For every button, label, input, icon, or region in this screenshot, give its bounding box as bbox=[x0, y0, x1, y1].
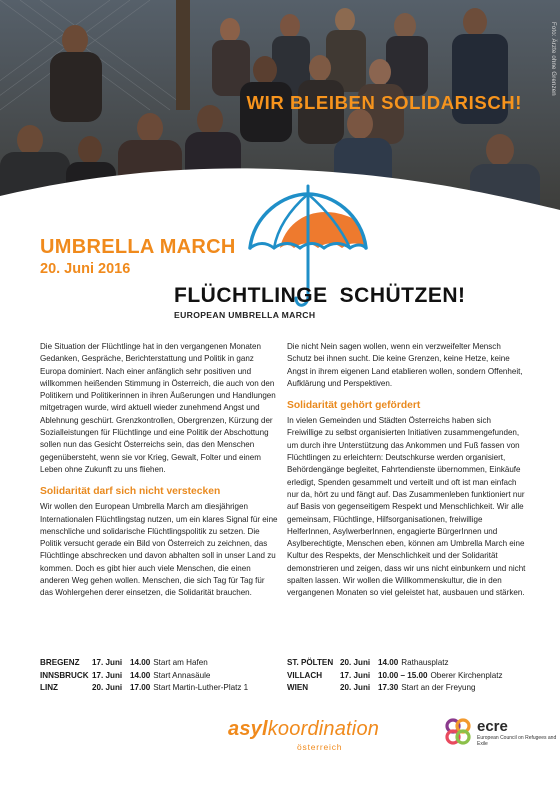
schedule-city: WIEN bbox=[287, 683, 309, 693]
schedule-place: Start Martin-Luther-Platz 1 bbox=[153, 683, 249, 693]
schedule-city: LINZ bbox=[40, 683, 58, 693]
asyl-logo-bold: asyl bbox=[228, 718, 268, 740]
schedule-place: Rathausplatz bbox=[401, 658, 449, 667]
schedule-row bbox=[287, 670, 503, 683]
schedule-time: 17.00 bbox=[130, 683, 151, 693]
right-column bbox=[287, 341, 527, 600]
schedule-time: 17.30 bbox=[378, 683, 399, 693]
schedule-time: 14.00 bbox=[130, 658, 151, 667]
main-headline bbox=[174, 284, 465, 308]
asyl-logo-rest: koordination bbox=[267, 718, 380, 740]
schedule-city: ST. PÖLTEN bbox=[287, 658, 334, 667]
schedule-time: 14.00 bbox=[378, 658, 399, 667]
ecre-logo-subtitle: European Council on Refugees and Exile bbox=[477, 735, 557, 747]
schedule-place: Start am Hafen bbox=[153, 658, 208, 667]
event-date: 20. Juni 2016 bbox=[40, 261, 131, 277]
schedule-row bbox=[40, 657, 248, 670]
schedule-time: 14.00 bbox=[130, 670, 151, 680]
section-paragraph-gefoerdert: In vielen Gemeinden und Städten Österreichs haben sich Freiwillige zu selbst organisierten Initiativen zusammengefunden, um durch ihre Unterstützung das Ankommen und Fuß fassen von Flüchtlingen zu erleichtern: Deutschkurse werden organisiert, Behördengänge begleitet, Fahrtendienste übernommen, Einkäufe erledigt, Spenden gesammelt und verteilt und oft ist man einfach nur da, hört zu und fängt auf. Das Zusammenleben funktioniert nur auf Basis von gegenseitigem Respekt und Menschlichkeit. Wir alle gemeinsam, Flüchtlinge, Hilfsorganisationen, freiwillige HelferInnen, AsylwerberInnen, engagierte BürgerInnen und Asylberechtigte, Menschen eben, können am Umbrella March eine Kultur des Respekts, der Menschlichkeit und der Solidarität demonstrieren und zeigen, dass wir uns nicht einbunkern und nicht spalten lassen. Wir wollen die Willkommenskultur, die in den vergangenen Monaten so viel geleistet hat, ausbauen und stärken. bbox=[287, 416, 526, 598]
schedule-date: 17. Juni bbox=[92, 658, 123, 667]
headline-subtitle: EUROPEAN UMBRELLA MARCH bbox=[174, 310, 316, 320]
asyl-logo-subtitle: österreich bbox=[297, 742, 343, 752]
schedule-city: BREGENZ bbox=[40, 658, 80, 667]
schedule-date: 17. Juni bbox=[92, 670, 123, 680]
schedule-date: 17. Juni bbox=[340, 670, 371, 680]
section-heading-verstecken: Solidarität darf sich nicht verstecken bbox=[40, 486, 221, 498]
ecre-logo-icon bbox=[442, 716, 474, 748]
schedule-row bbox=[287, 657, 503, 670]
event-title: UMBRELLA MARCH bbox=[40, 236, 236, 258]
section-heading-gefoerdert: Solidarität gehört gefördert bbox=[287, 400, 421, 412]
section-paragraph-verstecken: Wir wollen den European Umbrella March am diesjährigen Internationalen Flüchtlingstag nutzen, um ein klares Signal für eine menschliche und solidarische Flüchtlingspolitik zu setzen. Die Politik versucht gerade ein Bild von Österreich zu zeichnen, das Flüchtlinge abschrecken und davon abhalten soll in unser Land zu kommen. Doch es gibt hier auch viele Menschen, die einen anderen Weg gehen wollen. Menschen, die sich Tag für Tag für das Wohlergehen derer einsetzen, die Solidarität brauchen. bbox=[40, 502, 278, 598]
ecre-logo-name: ecre bbox=[477, 718, 508, 735]
schedule-right bbox=[287, 657, 503, 695]
schedule-time: 10.00 – 15.00 bbox=[378, 670, 428, 680]
slogan: WIR BLEIBEN SOLIDARISCH! bbox=[246, 92, 522, 113]
schedule-place: Oberer Kirchenplatz bbox=[430, 670, 503, 680]
intro-paragraph: Die Situation der Flüchtlinge hat in den vergangenen Monaten Gedanken, Gespräche, Berichterstattung und Politik in ganz Europa dominiert. Nach einer anfänglich sehr positiven und willkommen heißenden Stimmung in Österreich, die auch von den Politikern und Politikerinnen in ihren Äußerungen und Handlungen mitgetragen wurde, wird aktuell wieder zunehmend Angst und Ablehnung geschürt. Grenzkontrollen, Obergrenzen, Kürzung der Sozialleistungen für Flüchtlinge und eine Politik der Abschottung sollen nun das Gesicht Österreichs sein, das den Menschen gegenübersteht, wenn sie vor Krieg, Gewalt, Folter und einem Leben ohne Zukunft zu uns fliehen. bbox=[40, 342, 276, 474]
left-column bbox=[40, 341, 278, 600]
schedule-row bbox=[40, 670, 248, 683]
schedule-date: 20. Juni bbox=[340, 658, 371, 667]
schedule-date: 20. Juni bbox=[92, 683, 123, 693]
schedule-place: Start an der Freyung bbox=[401, 683, 476, 693]
continuation-paragraph: Die nicht Nein sagen wollen, wenn ein verzweifelter Mensch Schutz bei ihnen sucht. Die keine Grenzen, keine Hetze, keine Angst in ihrem eigenen Land etablieren wollen, sondern Offenheit, Aufklärung und Perspektiven. bbox=[287, 342, 523, 388]
schedule-city: VILLACH bbox=[287, 670, 323, 680]
schedule-left bbox=[40, 657, 248, 695]
schedule-place: Start Annasäule bbox=[153, 670, 211, 680]
schedule-row bbox=[287, 682, 503, 695]
photo-credit: Foto: Ärzte ohne Grenzen bbox=[550, 22, 556, 96]
headline-part2: SCHÜTZEN! bbox=[339, 284, 466, 307]
schedule-date: 20. Juni bbox=[340, 683, 371, 693]
headline-part1: FLÜCHTLINGE bbox=[174, 284, 328, 307]
schedule-row bbox=[40, 682, 248, 695]
asylkoordination-logo bbox=[228, 718, 379, 741]
schedule-city: INNSBRUCK bbox=[40, 670, 89, 680]
